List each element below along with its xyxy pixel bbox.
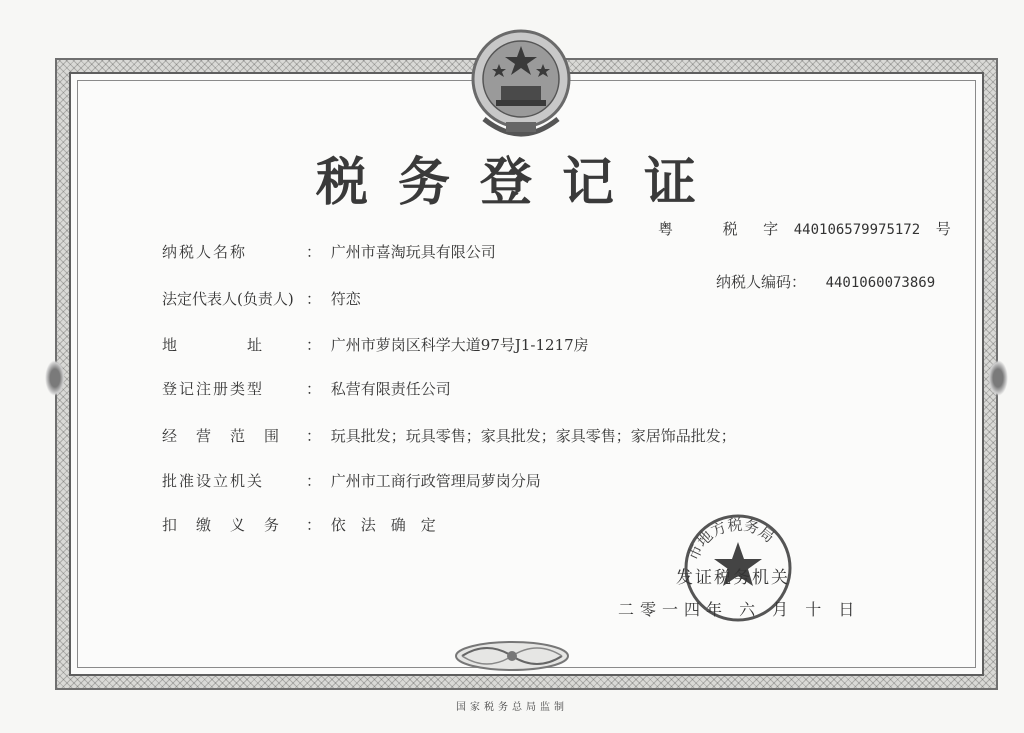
certificate-title: 税务登记证 xyxy=(315,152,726,213)
tax-word-middle: 税 xyxy=(722,220,738,238)
field-label: 登记注册类型 xyxy=(162,380,265,398)
tax-word-suffix: 号 xyxy=(935,220,951,238)
left-border-ornament xyxy=(45,360,65,396)
tax-word-prefix: 粤 xyxy=(658,220,674,238)
field-row-taxpayer-name: 纳税人名称 ： 广州市喜淘玩具有限公司 xyxy=(162,243,496,261)
issue-date: 二零一四年 六 月 十 日 xyxy=(618,600,861,619)
field-row-legal-representative: 法定代表人(负责人) ： 符恋 xyxy=(162,290,361,308)
field-value: 依 法 确 定 xyxy=(330,516,436,534)
field-label: 扣 缴 义 务 xyxy=(162,516,282,534)
field-row-business-scope: 经 营 范 围 ： 玩具批发；玩具零售；家具批发；家具零售；家居饰品批发； xyxy=(162,427,736,445)
right-border-ornament xyxy=(988,360,1008,396)
field-value: 私营有限责任公司 xyxy=(330,380,451,398)
field-value: 符恋 xyxy=(330,290,361,308)
taxpayer-code-label: 纳税人编码： xyxy=(716,273,807,291)
field-row-address: 地 址 ： 广州市萝岗区科学大道97号J1-1217房 xyxy=(162,336,589,354)
field-label: 地 址 xyxy=(162,336,265,354)
field-row-approval-authority: 批准设立机关 ： 广州市工商行政管理局萝岗分局 xyxy=(162,472,541,490)
field-value: 广州市喜淘玩具有限公司 xyxy=(330,243,496,261)
national-emblem-icon xyxy=(466,24,576,144)
field-row-withholding-obligation: 扣 缴 义 务 ： 依 法 确 定 xyxy=(162,516,436,534)
tax-word-line xyxy=(658,218,951,239)
tax-word-char: 字 xyxy=(763,220,779,238)
issuing-authority: 发证税务机关 xyxy=(676,568,790,588)
footer-supervision: 国家税务总局监制 xyxy=(456,702,568,713)
field-label: 纳税人名称 xyxy=(162,243,248,261)
field-label: 批准设立机关 xyxy=(162,472,265,490)
field-value: 玩具批发；玩具零售；家具批发；家具零售；家居饰品批发； xyxy=(330,427,736,445)
field-label: 法定代表人(负责人) xyxy=(162,290,294,308)
field-value: 广州市萝岗区科学大道97号J1-1217房 xyxy=(330,336,589,354)
taxpayer-code: 4401060073869 xyxy=(825,275,936,291)
bottom-ornament xyxy=(452,638,572,674)
taxpayer-code-line xyxy=(716,271,935,292)
field-value: 广州市工商行政管理局萝岗分局 xyxy=(330,472,541,490)
field-label: 经 营 范 围 xyxy=(162,427,282,445)
tax-word-number: 440106579975172 xyxy=(793,222,921,238)
field-row-registration-type: 登记注册类型 ： 私营有限责任公司 xyxy=(162,380,451,398)
seal-text: 市地方税务局 xyxy=(683,515,778,563)
